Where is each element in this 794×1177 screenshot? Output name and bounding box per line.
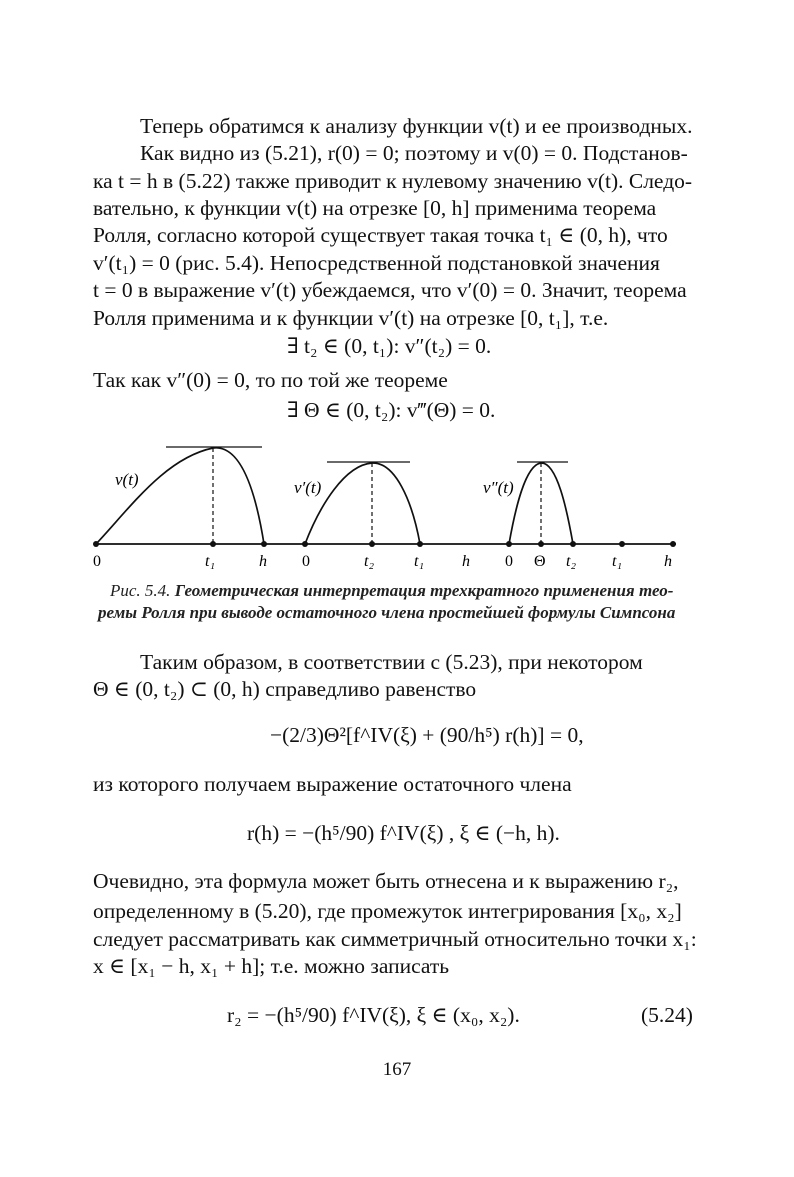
para1-line5: Ролля, согласно которой существует такая точка t₁ ∈ (0, h), что xyxy=(93,223,668,247)
para3-line2: определенному в (5.20), где промежуток интегрирования [x₀, x₂] xyxy=(93,899,682,923)
caption-line2: ремы Ролля при выводе остаточного члена простейшей формулы Симпсона xyxy=(98,603,676,622)
curve-v xyxy=(96,448,264,544)
equation-5: r₂ = −(h⁵/90) f^IV(ξ), ξ ∈ (x₀, x₂). xyxy=(227,1003,520,1027)
point-t1-g2 xyxy=(417,541,423,547)
point-h-g3 xyxy=(670,541,676,547)
point-t2-g3 xyxy=(570,541,576,547)
page-number: 167 xyxy=(382,1059,412,1080)
equation-3: −(2/3)Θ²[f^IV(ξ) + (90/h⁵) r(h)] = 0, xyxy=(270,723,584,747)
para3-line4: x ∈ [x₁ − h, x₁ + h]; т.е. можно записать xyxy=(93,954,450,978)
tick-h-g3: h xyxy=(664,553,672,570)
point-t1-g3 xyxy=(619,541,625,547)
figure-caption xyxy=(110,580,700,602)
tick-0-g1: 0 xyxy=(93,553,101,570)
curve-v-prime xyxy=(305,463,420,544)
text-since: Так как v″(0) = 0, то по той же теореме xyxy=(93,368,448,392)
para1-line3: ка t = h в (5.22) также приводит к нулевому значению v(t). Следо- xyxy=(93,169,693,193)
equation-4: r(h) = −(h⁵/90) f^IV(ξ) , ξ ∈ (−h, h). xyxy=(247,821,560,845)
label-v-prime: v′(t) xyxy=(294,478,322,497)
text-from-which: из которого получаем выражение остаточного члена xyxy=(93,772,572,796)
point-0-g2 xyxy=(302,541,308,547)
tick-t2-g3: t₂ xyxy=(566,553,577,570)
caption-label: Рис. 5.4. xyxy=(110,581,171,600)
label-v: v(t) xyxy=(115,470,139,489)
tick-0-g3: 0 xyxy=(505,553,513,570)
tick-t1-g1: t₁ xyxy=(205,553,216,570)
label-v-double-prime: v″(t) xyxy=(483,478,514,497)
tick-h-g1: h xyxy=(259,553,267,570)
point-t1 xyxy=(210,541,216,547)
para1-line8: Ролля применима и к функции v′(t) на отрезке [0, t₁], т.е. xyxy=(93,306,609,330)
point-t2-g2 xyxy=(369,541,375,547)
para3-line3: следует рассматривать как симметричный относительно точки x₁: xyxy=(93,927,697,951)
tick-t1-g2: t₁ xyxy=(414,553,425,570)
tick-t1-g3: t₁ xyxy=(612,553,623,570)
tick-t2-g2: t₂ xyxy=(364,553,375,570)
tick-h-g2: h xyxy=(462,553,470,570)
tick-theta-g3: Θ xyxy=(534,553,546,570)
para1-line2: Как видно из (5.21), r(0) = 0; поэтому и v(0) = 0. Подстанов- xyxy=(140,141,688,165)
curve-v-double-prime xyxy=(509,463,573,544)
para1-line4: вательно, к функции v(t) на отрезке [0, h] применима теорема xyxy=(93,196,657,220)
para1-line7: t = 0 в выражение v′(t) убеждаемся, что v′(0) = 0. Значит, теорема xyxy=(93,278,687,302)
point-0 xyxy=(93,541,99,547)
figure-rolle xyxy=(0,430,794,570)
para1-line1: Теперь обратимся к анализу функции v(t) и ее производных. xyxy=(140,114,693,138)
point-h xyxy=(261,541,267,547)
para1-line6: v′(t₁) = 0 (рис. 5.4). Непосредственной подстановкой значения xyxy=(93,251,660,275)
para2-line2: Θ ∈ (0, t₂) ⊂ (0, h) справедливо равенство xyxy=(93,677,477,701)
point-theta xyxy=(538,541,544,547)
equation-2: ∃ Θ ∈ (0, t₂): v‴(Θ) = 0. xyxy=(287,398,496,422)
caption-line1: Геометрическая интерпретация трехкратного применения тео- xyxy=(174,581,674,600)
para2-line1: Таким образом, в соответствии с (5.23), при некотором xyxy=(140,650,643,674)
equation-number-5-24: (5.24) xyxy=(641,1003,693,1027)
tick-0-g2: 0 xyxy=(302,553,310,570)
para3-line1: Очевидно, эта формула может быть отнесена и к выражению r₂, xyxy=(93,869,679,893)
point-0-g3 xyxy=(506,541,512,547)
equation-1: ∃ t₂ ∈ (0, t₁): v″(t₂) = 0. xyxy=(287,334,492,358)
